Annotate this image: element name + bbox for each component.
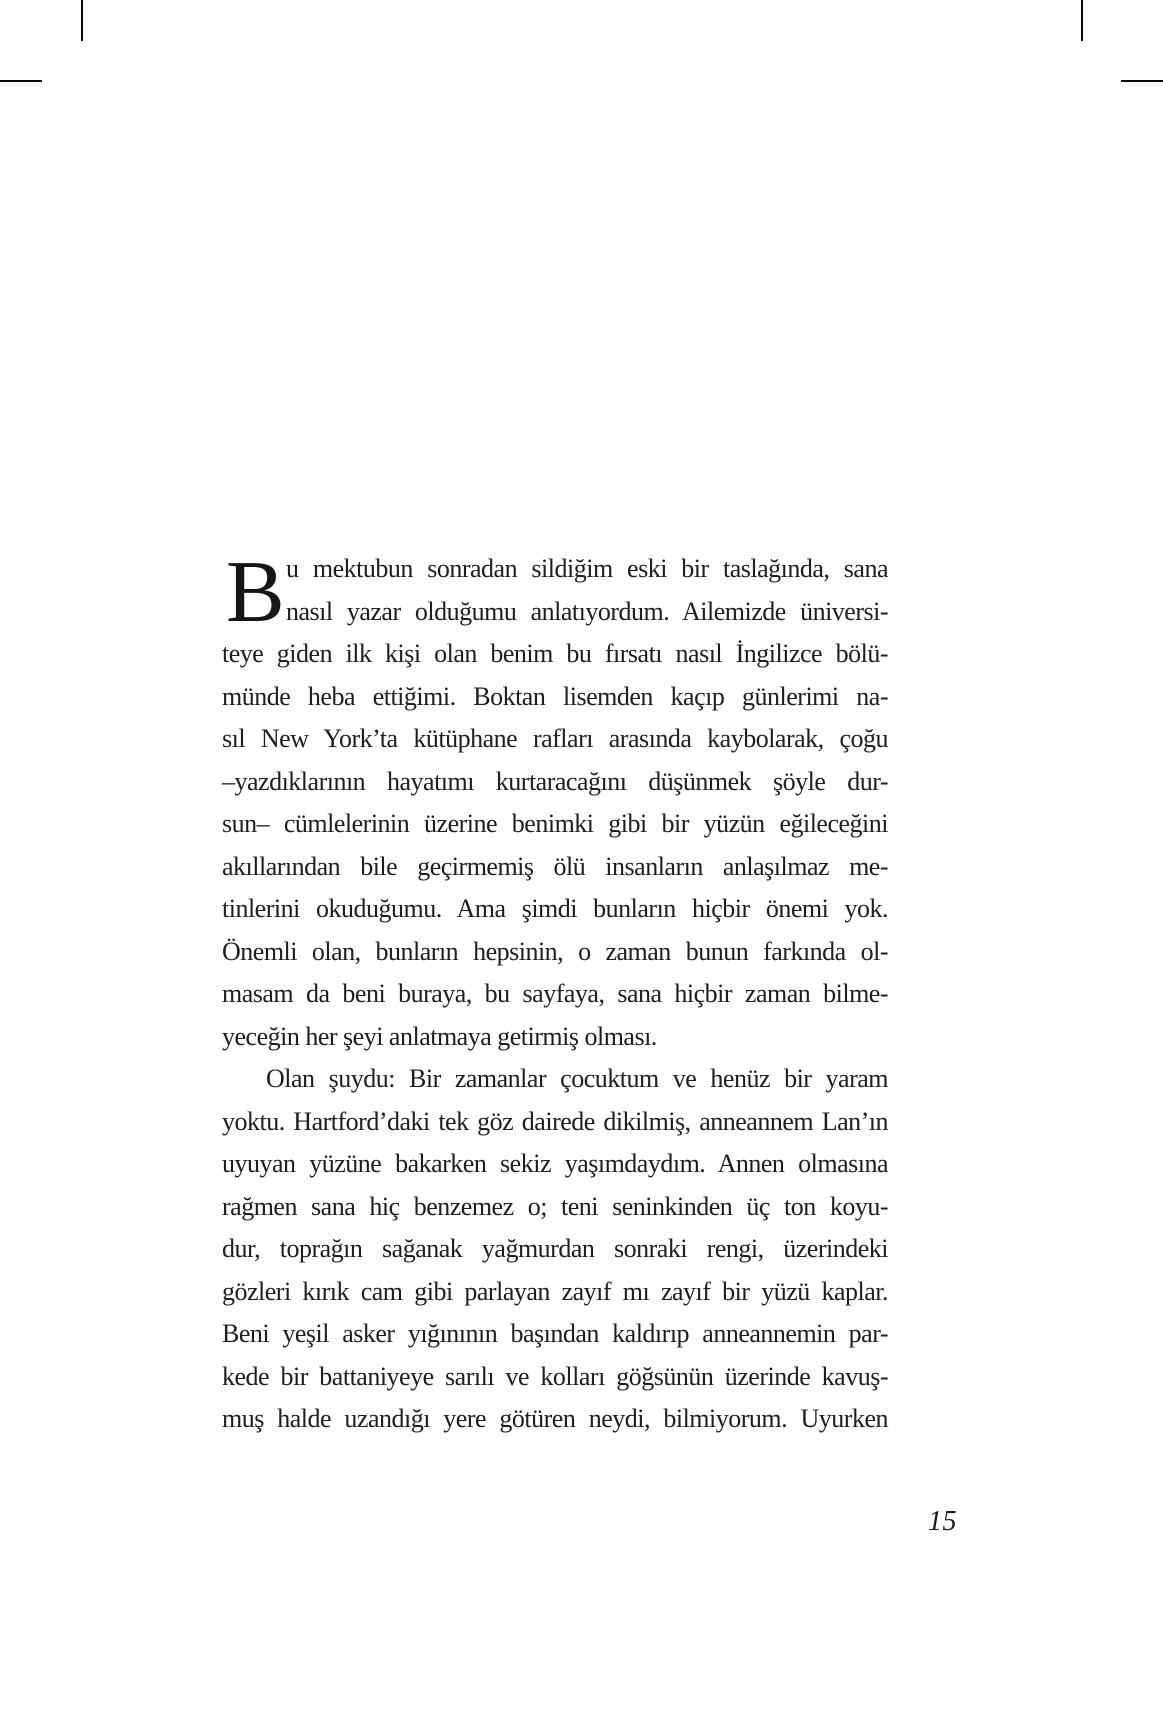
- crop-mark-top-right-horizontal: [1121, 80, 1163, 82]
- text-line: Beni yeşil asker yığınının başından kaldırıp anneannemin par-: [222, 1319, 888, 1348]
- paragraph-1: [222, 544, 888, 1058]
- page-number: 15: [928, 1506, 957, 1537]
- text-line: rağmen sana hiç benzemez o; teni seninkinden üç ton koyu-: [222, 1191, 888, 1221]
- paragraph-2: [222, 1058, 888, 1441]
- text-line: u mektubun sonradan sildiğim eski bir taslağında, sana: [286, 554, 888, 583]
- crop-mark-top-right-vertical: [1081, 0, 1083, 41]
- text-line: teye giden ilk kişi olan benim bu fırsatı nasıl İngilizce bölü-: [222, 639, 888, 668]
- text-line: münde heba ettiğimi. Boktan lisemden kaçıp günlerimi na-: [222, 681, 888, 711]
- text-line: tinlerini okuduğumu. Ama şimdi bunların hiçbir önemi yok.: [222, 894, 888, 923]
- text-line: sıl New York’ta kütüphane rafları arasında kaybolarak, çoğu: [222, 724, 888, 753]
- text-line: dur, toprağın sağanak yağmurdan sonraki rengi, üzerindeki: [222, 1234, 888, 1263]
- text-line: masam da beni buraya, bu sayfaya, sana hiçbir zaman bilme-: [222, 979, 888, 1008]
- text-line: muş halde uzandığı yere götüren neydi, bilmiyorum. Uyurken: [222, 1404, 888, 1433]
- text-line: –yazdıklarının hayatımı kurtaracağını düşünmek şöyle dur-: [222, 766, 888, 796]
- crop-mark-top-left-horizontal: [0, 80, 42, 82]
- crop-mark-top-left-vertical: [81, 0, 83, 41]
- text-line: uyuyan yüzüne bakarken sekiz yaşımdaydım. Annen olmasına: [222, 1149, 888, 1178]
- text-line: Önemli olan, bunların hepsinin, o zaman bunun farkında ol-: [222, 936, 888, 966]
- text-line: Olan şuydu: Bir zamanlar çocuktum ve henüz bir yaram: [266, 1064, 888, 1093]
- drop-cap: B: [226, 544, 285, 641]
- text-line: kede bir battaniyeye sarılı ve kolları göğsünün üzerinde kavuş-: [222, 1361, 888, 1391]
- text-block: [222, 544, 888, 1441]
- text-line: nasıl yazar olduğumu anlatıyordum. Ailemizde üniversi-: [286, 596, 888, 626]
- text-line: sun– cümlelerinin üzerine benimki gibi bir yüzün eğileceğini: [222, 809, 888, 838]
- text-line: yeceğin her şeyi anlatmaya getirmiş olması.: [222, 1021, 657, 1051]
- text-line: akıllarından bile geçirmemiş ölü insanların anlaşılmaz me-: [222, 851, 888, 881]
- text-line: gözleri kırık cam gibi parlayan zayıf mı zayıf bir yüzü kaplar.: [222, 1276, 888, 1306]
- text-line: yoktu. Hartford’daki tek göz dairede dikilmiş, anneannem Lan’ın: [222, 1106, 888, 1136]
